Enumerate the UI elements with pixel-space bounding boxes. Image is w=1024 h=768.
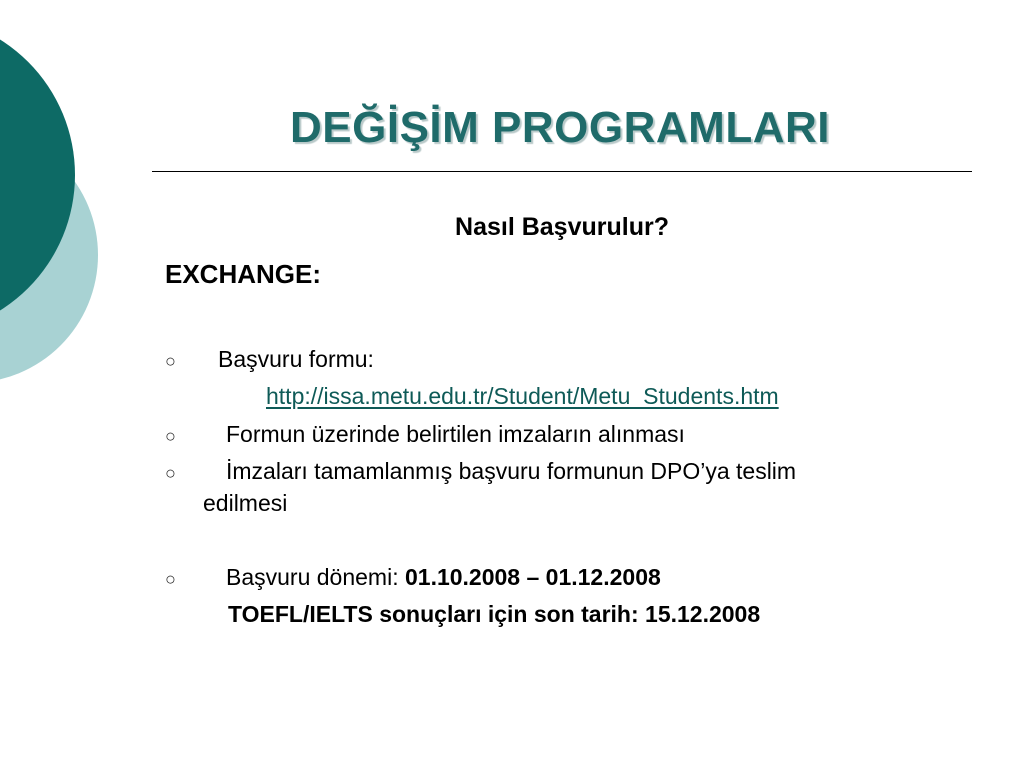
decorative-circles [0, 0, 120, 420]
section-heading: EXCHANGE: [165, 259, 322, 289]
application-period-label: Başvuru dönemi: [226, 564, 399, 590]
bullet-circle-icon: ○ [165, 426, 176, 446]
bullet-circle-icon: ○ [165, 351, 176, 371]
title-divider [152, 171, 972, 172]
slide-subtitle: Nasıl Başvurulur? [455, 213, 669, 241]
submission-item-line2: edilmesi [203, 490, 288, 516]
bullet-circle-icon: ○ [165, 463, 176, 483]
bullet-circle-icon: ○ [165, 569, 176, 589]
slide-title: DEĞİŞİM PROGRAMLARI [290, 103, 830, 152]
toefl-deadline-note: TOEFL/IELTS sonuçları için son tarih: 15.12.2008 [228, 601, 761, 627]
application-period-dates: 01.10.2008 – 01.12.2008 [404, 564, 661, 590]
application-period-item [226, 561, 661, 593]
application-form-link[interactable]: http://issa.metu.edu.tr/Student/Metu_Students.htm [266, 383, 779, 409]
application-form-label: Başvuru formu: [218, 346, 374, 372]
submission-item-line1: İmzaları tamamlanmış başvuru formunun DPO’ya teslim [226, 458, 797, 484]
signatures-item: Formun üzerinde belirtilen imzaların alınması [226, 421, 685, 447]
